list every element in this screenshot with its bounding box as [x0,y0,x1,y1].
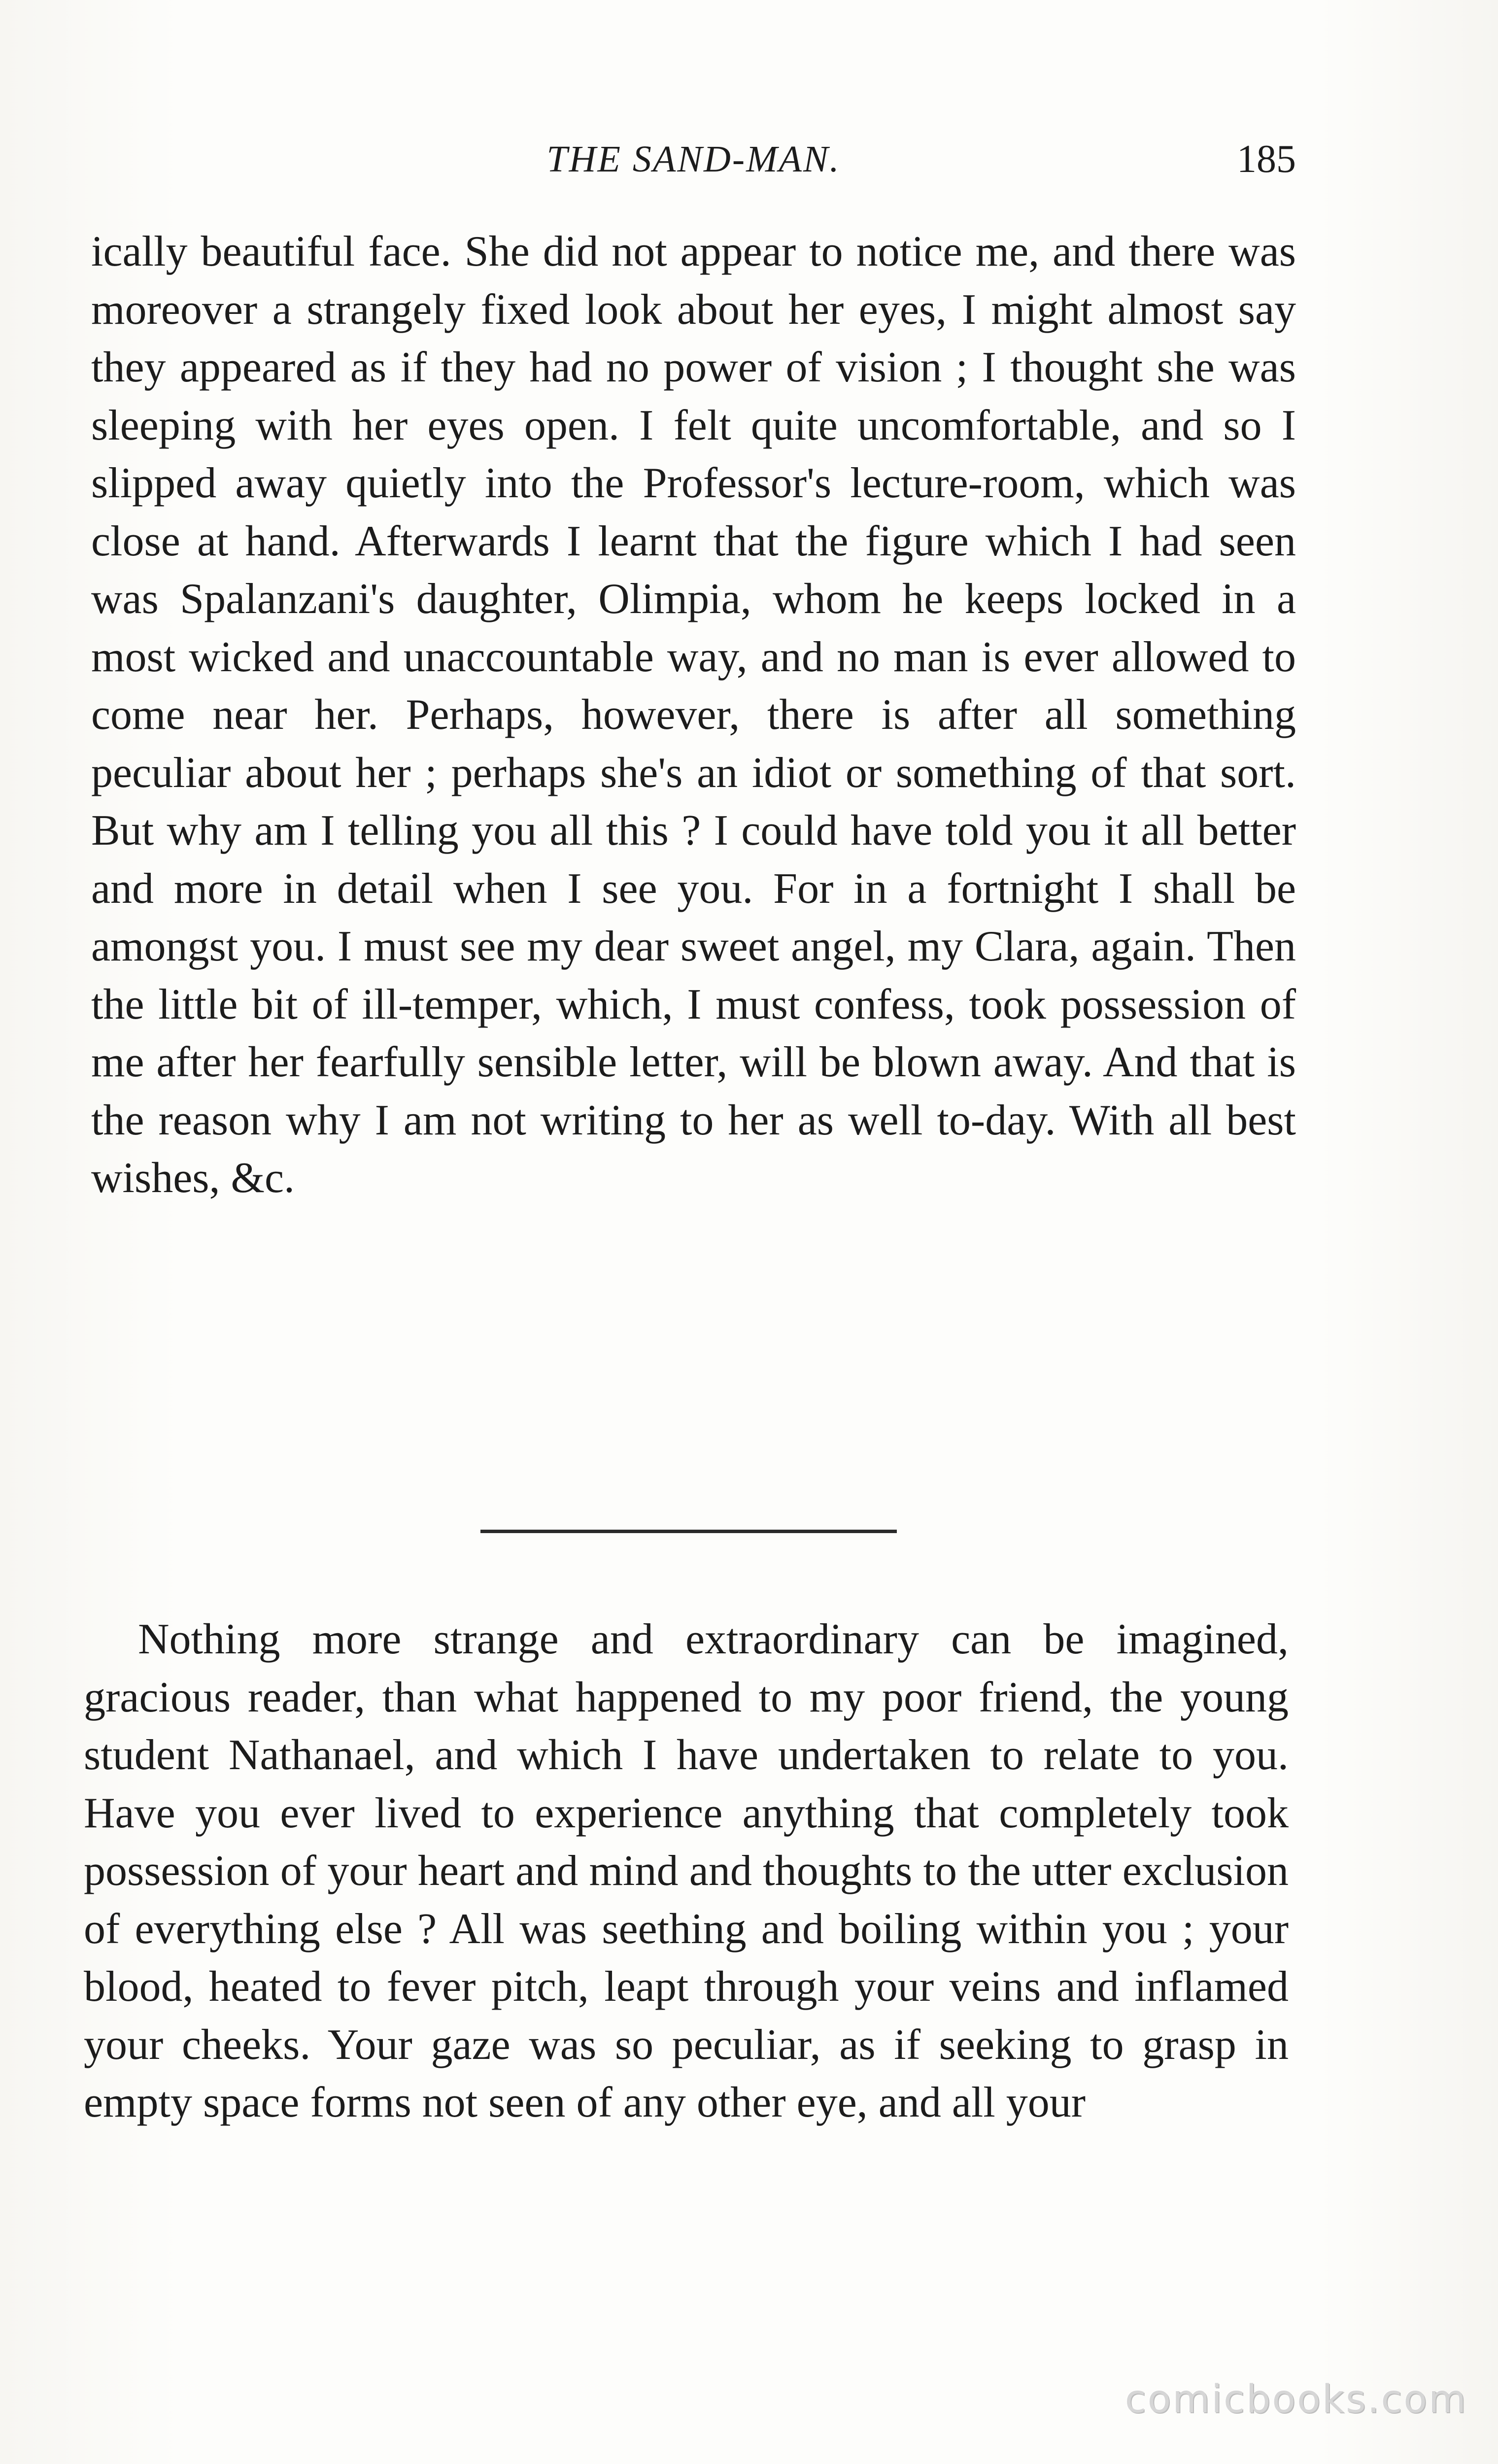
body-paragraph: Nothing more strange and extraordinary can be imagined, gracious reader, than what happened to my poor friend, the young student Nathanael, and which I have undertaken to relate to you. Have you ever lived to experience anything that completely took possession of your heart and mind and thoughts to the utter exclusion of everything else ? All was seething and boiling within you ; your blood, heated to fever pitch, leapt through your veins and inflamed your cheeks. Your gaze was so peculiar, as if seeking to grasp in empty space forms not seen of any other eye, and all your [84,1615,1289,2126]
section-divider [480,1530,897,1533]
body-paragraph: ically beautiful face. She did not appear to notice me, and there was moreover a strangely fixed look about her eyes, I might almost say they appeared as if they had no power of vision ; I thought she was sleeping with her eyes open. I felt quite uncomfortable, and so I slipped away quietly into the Professor's lecture-room, which was close at hand. Afterwards I learnt that the figure which I had seen was Spalanzani's daughter, Olimpia, whom he keeps locked in a most wicked and unaccountable way, and no man is ever allowed to come near her. Perhaps, however, there is after all something peculiar about her ; perhaps she's an idiot or something of that sort. But why am I telling you all this ? I could have told you it all better and more in detail when I see you. For in a fortnight I shall be amongst you. I must see my dear sweet angel, my Clara, again. Then the little bit of ill-temper, which, I must confess, took possession of me after her fearfully sensible letter, will be blown away. And that is the reason why I am not writing to her as well to-day. With all best wishes, &c. [91,228,1296,1202]
running-head [91,132,1296,186]
running-title: THE SAND-MAN. [546,138,841,180]
page-number: 185 [1237,137,1296,181]
watermark: comicbooks.com [1124,2377,1467,2422]
